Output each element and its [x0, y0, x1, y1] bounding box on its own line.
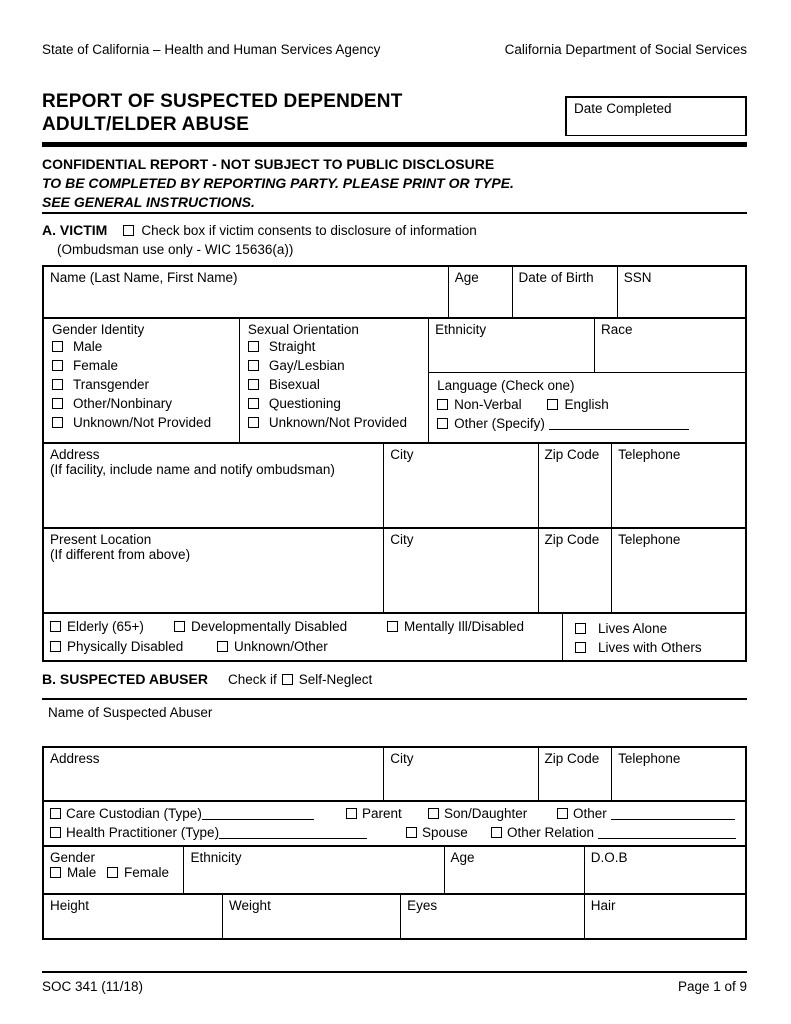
health-practitioner-label: Health Practitioner (Type) [66, 825, 220, 840]
checkbox-developmentally-disabled[interactable] [174, 621, 185, 632]
present-location-cell[interactable] [44, 529, 383, 612]
victim-status-row [44, 612, 745, 660]
date-completed-field[interactable] [565, 96, 747, 136]
checkbox-language-other[interactable] [437, 418, 448, 429]
present-zip-label: Zip Code [544, 532, 600, 547]
present-city-label: City [390, 532, 414, 547]
checkbox-lives-with-others[interactable] [575, 642, 586, 653]
checkbox-parent[interactable] [346, 808, 357, 819]
lives-alone-label: Lives Alone [598, 621, 668, 636]
other-relation-label: Other Relation [507, 825, 595, 840]
present-location-note: (If different from above) [50, 547, 191, 562]
abuser-eyes-label: Eyes [407, 898, 438, 913]
abuser-height-cell[interactable] [44, 895, 222, 938]
ethnicity-race-language-cell [428, 319, 745, 442]
abuser-city-label: City [390, 751, 414, 766]
checkbox-lives-alone[interactable] [575, 623, 586, 634]
date-completed-label: Date Completed [574, 101, 672, 116]
checkbox-so-bisexual[interactable] [248, 379, 259, 390]
notice-line1: CONFIDENTIAL REPORT - NOT SUBJECT TO PUBLIC DISCLOSURE [42, 156, 495, 172]
developmentally-disabled-label: Developmentally Disabled [191, 619, 348, 634]
abuser-female-label: Female [124, 865, 170, 880]
language-other-label: Other (Specify) [454, 416, 545, 431]
checkbox-care-custodian[interactable] [50, 808, 61, 819]
language-english-label: English [564, 397, 609, 412]
checkbox-abuser-male[interactable] [50, 867, 61, 878]
victim-age-cell[interactable] [448, 267, 512, 317]
victim-address-note: (If facility, include name and notify ombudsman) [50, 462, 335, 477]
check-if-label: Check if [227, 672, 277, 687]
checkbox-gi-unknown[interactable] [52, 417, 63, 428]
victim-ethnicity-label: Ethnicity [435, 322, 487, 337]
notice-line3: SEE GENERAL INSTRUCTIONS. [42, 194, 255, 210]
confidential-notice [42, 154, 747, 212]
present-city-cell[interactable] [383, 529, 537, 612]
abuser-zip-cell[interactable] [538, 748, 612, 800]
victim-ssn-label: SSN [623, 270, 652, 285]
abuser-city-cell[interactable] [383, 748, 537, 800]
abuser-dob-label: D.O.B [590, 850, 628, 865]
checkbox-so-straight[interactable] [248, 341, 259, 352]
abuser-table [42, 746, 747, 940]
gi-option-label: Transgender [73, 377, 150, 392]
abuser-address-cell[interactable] [44, 748, 383, 800]
abuser-zip-label: Zip Code [544, 751, 600, 766]
agency-left: State of California – Health and Human Services Agency [42, 42, 381, 57]
victim-city-cell[interactable] [383, 444, 537, 527]
checkbox-elderly[interactable] [50, 621, 61, 632]
so-option-label: Straight [268, 339, 316, 354]
living-cell [562, 614, 745, 660]
victim-ethnicity-cell[interactable] [429, 319, 594, 372]
so-option-label: Gay/Lesbian [268, 358, 345, 373]
present-zip-cell[interactable] [538, 529, 612, 612]
section-a-header [42, 221, 747, 259]
abuser-eyes-cell[interactable] [400, 895, 584, 938]
elderly-label: Elderly (65+) [67, 619, 144, 634]
form-title [42, 90, 562, 136]
lives-with-others-label: Lives with Others [598, 640, 702, 655]
abuser-age-cell[interactable] [444, 847, 584, 893]
section-b-divider [42, 698, 747, 700]
present-location-row [44, 527, 745, 612]
care-custodian-type-line[interactable] [202, 807, 314, 820]
victim-ssn-cell[interactable] [617, 267, 745, 317]
victim-zip-label: Zip Code [544, 447, 600, 462]
consent-note: (Ombudsman use only - WIC 15636(a)) [57, 242, 294, 257]
abuser-hair-label: Hair [590, 898, 616, 913]
notice-line2: TO BE COMPLETED BY REPORTING PARTY. PLEASE PRINT OR TYPE. [42, 175, 514, 191]
unknown-other-label: Unknown/Other [234, 639, 328, 654]
victim-dob-cell[interactable] [512, 267, 617, 317]
checkbox-abuser-female[interactable] [107, 867, 118, 878]
checkbox-health-practitioner[interactable] [50, 827, 61, 838]
abuser-name-field[interactable] [48, 705, 212, 720]
physically-disabled-label: Physically Disabled [67, 639, 184, 654]
gi-option-label: Other/Nonbinary [73, 396, 173, 411]
checkbox-so-questioning[interactable] [248, 398, 259, 409]
present-location-label: Present Location [50, 532, 152, 547]
victim-phone-cell[interactable] [611, 444, 745, 527]
present-phone-cell[interactable] [611, 529, 745, 612]
abuser-address-label: Address [50, 751, 100, 766]
form-number: SOC 341 (11/18) [42, 979, 144, 994]
page-number: Page 1 of 9 [677, 979, 747, 994]
form-title-line2: ADULT/ELDER ABUSE [42, 114, 250, 135]
abuser-weight-cell[interactable] [222, 895, 400, 938]
other-relation-line[interactable] [598, 826, 736, 839]
victim-name-cell[interactable] [44, 267, 448, 317]
victim-zip-cell[interactable] [538, 444, 612, 527]
abuser-ethnicity-label: Ethnicity [190, 850, 242, 865]
other-label: Other [573, 806, 607, 821]
present-phone-label: Telephone [618, 532, 681, 547]
abuser-relationship-row [44, 800, 745, 845]
section-a-heading: A. VICTIM [42, 222, 108, 238]
checkbox-consent[interactable] [123, 225, 134, 236]
checkbox-physically-disabled[interactable] [50, 641, 61, 652]
care-custodian-label: Care Custodian (Type) [66, 806, 202, 821]
gi-option-label: Female [73, 358, 119, 373]
section-b-header [42, 670, 747, 689]
abuser-physical-row [44, 893, 745, 938]
checkbox-gi-female[interactable] [52, 360, 63, 371]
form-title-line1: REPORT OF SUSPECTED DEPENDENT [42, 91, 403, 112]
other-line[interactable] [611, 807, 735, 820]
victim-age-label: Age [454, 270, 479, 285]
consent-label: Check box if victim consents to disclosure of information [141, 223, 477, 238]
footer-divider [42, 971, 747, 973]
abuser-demographics-row [44, 845, 745, 893]
sexual-orientation-cell [239, 319, 428, 442]
victim-table [42, 265, 747, 662]
gender-identity-cell [44, 319, 239, 442]
abuser-dob-cell[interactable] [584, 847, 745, 893]
language-nonverbal-label: Non-Verbal [454, 397, 522, 412]
abuser-gender-label: Gender [50, 850, 96, 865]
victim-dob-label: Date of Birth [518, 270, 594, 285]
victim-name-row [44, 267, 745, 317]
victim-identity-row [44, 317, 745, 442]
so-option-label: Unknown/Not Provided [268, 415, 407, 430]
checkbox-other[interactable] [557, 808, 568, 819]
health-practitioner-type-line[interactable] [219, 826, 367, 839]
so-option-label: Bisexual [268, 377, 320, 392]
abuser-ethnicity-cell[interactable] [183, 847, 443, 893]
victim-city-label: City [390, 447, 414, 462]
sexual-orientation-label: Sexual Orientation [247, 322, 359, 337]
victim-race-cell[interactable] [594, 319, 745, 372]
abuser-gender-cell [44, 847, 183, 893]
abuser-phone-cell[interactable] [611, 748, 745, 800]
abuser-male-label: Male [67, 865, 97, 880]
abuser-phone-label: Telephone [618, 751, 681, 766]
language-cell [429, 372, 745, 436]
checkbox-self-neglect[interactable] [282, 674, 293, 685]
checkbox-language-english[interactable] [547, 399, 558, 410]
abuser-age-label: Age [450, 850, 475, 865]
checkbox-mentally-ill[interactable] [387, 621, 398, 632]
notice-divider [42, 212, 747, 214]
self-neglect-label: Self-Neglect [298, 672, 373, 687]
footer [42, 979, 747, 994]
language-other-specify-line[interactable] [549, 417, 689, 430]
gi-option-label: Unknown/Not Provided [73, 415, 212, 430]
checkbox-gi-other-nonbinary[interactable] [52, 398, 63, 409]
agency-header [42, 42, 747, 57]
abuser-hair-cell[interactable] [584, 895, 745, 938]
victim-address-row [44, 442, 745, 527]
title-divider [42, 142, 747, 147]
checkbox-gi-male[interactable] [52, 341, 63, 352]
victim-address-label: Address [50, 447, 100, 462]
checkbox-son-daughter[interactable] [428, 808, 439, 819]
section-b-heading: B. SUSPECTED ABUSER [42, 671, 208, 687]
so-option-label: Questioning [268, 396, 341, 411]
checkbox-so-unknown[interactable] [248, 417, 259, 428]
agency-right: California Department of Social Services [504, 42, 747, 57]
abuser-address-row [44, 748, 745, 800]
gi-option-label: Male [73, 339, 103, 354]
victim-status-cell [44, 614, 562, 660]
checkbox-spouse[interactable] [406, 827, 417, 838]
victim-address-cell[interactable] [44, 444, 383, 527]
parent-label: Parent [362, 806, 402, 821]
victim-name-label: Name (Last Name, First Name) [50, 270, 238, 285]
abuser-weight-label: Weight [229, 898, 271, 913]
abuser-height-label: Height [50, 898, 90, 913]
gender-identity-label: Gender Identity [52, 322, 145, 337]
checkbox-gi-transgender[interactable] [52, 379, 63, 390]
victim-race-label: Race [601, 322, 633, 337]
language-label: Language (Check one) [437, 378, 575, 393]
son-daughter-label: Son/Daughter [444, 806, 528, 821]
checkbox-unknown-other[interactable] [217, 641, 228, 652]
checkbox-language-nonverbal[interactable] [437, 399, 448, 410]
checkbox-other-relation[interactable] [491, 827, 502, 838]
spouse-label: Spouse [422, 825, 468, 840]
victim-phone-label: Telephone [618, 447, 681, 462]
mentally-ill-label: Mentally Ill/Disabled [404, 619, 525, 634]
abuser-name-label: Name of Suspected Abuser [48, 705, 213, 720]
checkbox-so-gay-lesbian[interactable] [248, 360, 259, 371]
